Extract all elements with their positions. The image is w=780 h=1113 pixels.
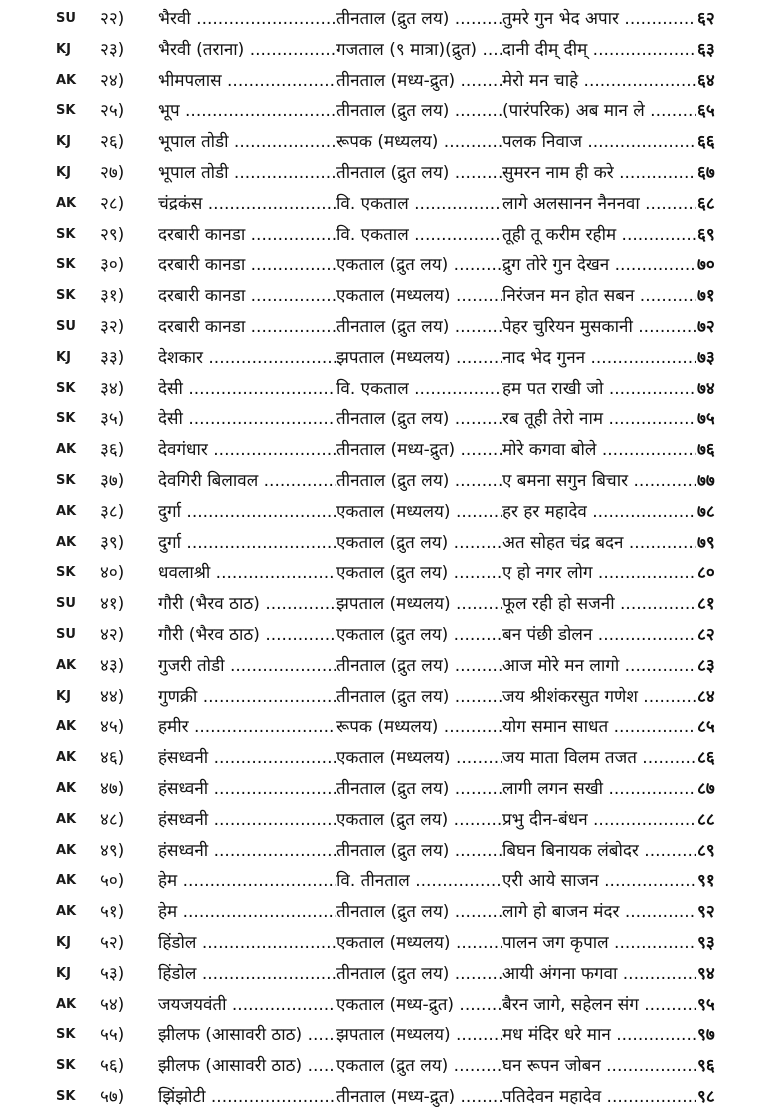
contributor-code: SK [56,380,76,396]
contributor-code: AK [56,780,77,796]
entry-number: ४४) [100,686,125,707]
toc-row [0,497,780,528]
contributor-code: KJ [56,934,71,950]
toc-row [0,312,780,343]
raag-name: भैरवी (तराना) ..... [158,35,336,66]
toc-row [0,990,780,1021]
bandish-title: मोरे कगवा बोले ..... [502,435,696,466]
entry-number: ५६) [100,1056,125,1077]
contributor-code: AK [56,842,77,858]
bandish-title: द्रुग तोरे गुन देखन ..... [502,250,696,281]
bandish-title: तूही तू करीम रहीम ..... [502,220,696,251]
entry-number: ३९) [100,532,125,553]
raag-name: गौरी (भैरव ठाठ) ..... [158,589,336,620]
entry-number: ४८) [100,809,125,830]
entry-number: ४६) [100,748,125,769]
entry-number: ३१) [100,286,125,307]
entry-number: ५३) [100,963,125,984]
toc-row [0,466,780,497]
contributor-code: SU [56,626,76,642]
raag-name: दरबारी कानडा ..... [158,281,336,312]
page-number: ७८ [697,501,715,522]
entry-number: ५४) [100,994,125,1015]
entry-number: ३२) [100,316,125,337]
page-number: ६९ [697,224,715,245]
page-number: ६३ [697,39,715,60]
toc-row [0,35,780,66]
toc-row [0,158,780,189]
toc-row [0,189,780,220]
toc-row [0,866,780,897]
bandish-title: नाद भेद गुनन ..... [502,343,696,374]
entry-number: ४२) [100,624,125,645]
page-number: ८८ [697,809,715,830]
contributor-code: AK [56,72,77,88]
taal-name: झपताल (मध्यलय) ..... [336,589,502,620]
page-number: ७१ [697,286,715,307]
taal-name: एकताल (मध्यलय) ..... [336,497,502,528]
toc-row [0,928,780,959]
page-number: ७६ [697,440,715,461]
toc-row [0,897,780,928]
bandish-title: बिघन बिनायक लंबोदर ..... [502,836,696,867]
toc-row [0,250,780,281]
entry-number: ५७) [100,1086,125,1107]
taal-name: एकताल (द्रुत लय) ..... [336,805,502,836]
contributor-code: AK [56,996,77,1012]
toc-row [0,66,780,97]
raag-name: गुणक्री ..... [158,682,336,713]
page-number: ८१ [697,594,715,615]
taal-name: वि. तीनताल ..... [336,866,502,897]
page-number: ८६ [697,748,715,769]
taal-name: गजताल (९ मात्रा)(द्रुत) ..... [336,35,502,66]
contributor-code: SU [56,11,76,26]
contributor-code: SK [56,257,76,273]
page-number: ९८ [697,1086,715,1107]
page-number: ७४ [697,378,715,399]
toc-row [0,4,780,35]
entry-number: ३०) [100,255,125,276]
contributor-code: SK [56,411,76,427]
taal-name: एकताल (द्रुत लय) ..... [336,1051,502,1082]
contributor-code: AK [56,750,77,766]
bandish-title: बन पंछी डोलन ..... [502,620,696,651]
bandish-title: पलक निवाज ..... [502,127,696,158]
raag-name: हमीर ..... [158,712,336,743]
contributor-code: AK [56,811,77,827]
bandish-title: रब तूही तेरो नाम ..... [502,404,696,435]
bandish-title: (पारंपरिक) अब मान ले ..... [502,96,696,127]
contributor-code: AK [56,904,77,920]
page-number: ९३ [697,932,715,953]
raag-name: हंसध्वनी ..... [158,805,336,836]
toc-row [0,651,780,682]
taal-name: तीनताल (द्रुत लय) ..... [336,651,502,682]
taal-name: एकताल (मध्य-द्रुत) ..... [336,990,502,1021]
entry-number: २३) [100,39,125,60]
toc-row [0,589,780,620]
raag-name: झीलफ (आसावरी ठाठ) ..... [158,1020,336,1051]
raag-name: भूपाल तोडी ..... [158,158,336,189]
bandish-title: ए बमना सगुन बिचार ..... [502,466,696,497]
entry-number: २४) [100,70,125,91]
raag-name: हेम ..... [158,866,336,897]
taal-name: तीनताल (द्रुत लय) ..... [336,312,502,343]
bandish-title: योग समान साधत ..... [502,712,696,743]
table-of-contents [0,4,780,1113]
page-number: ७३ [697,347,715,368]
raag-name: हेम ..... [158,897,336,928]
contributor-code: SK [56,103,76,119]
bandish-title: लागे अलसानन नैननवा ..... [502,189,696,220]
contributor-code: KJ [56,164,71,180]
toc-row [0,805,780,836]
raag-name: देवगंधार ..... [158,435,336,466]
raag-name: दरबारी कानडा ..... [158,250,336,281]
bandish-title: सुमरन नाम ही करे ..... [502,158,696,189]
contributor-code: SK [56,565,76,581]
entry-number: २५) [100,101,125,122]
page-number: ९७ [697,1025,715,1046]
taal-name: रूपक (मध्यलय) ..... [336,712,502,743]
toc-row [0,712,780,743]
entry-number: ५०) [100,871,125,892]
contributor-code: SK [56,288,76,304]
toc-row [0,743,780,774]
entry-number: २७) [100,162,125,183]
taal-name: वि. एकताल ..... [336,189,502,220]
bandish-title: बैरन जागे, सहेलन संग ..... [502,990,696,1021]
raag-name: गुजरी तोडी ..... [158,651,336,682]
bandish-title: जय माता विलम तजत ..... [502,743,696,774]
page-number: ८४ [697,686,715,707]
entry-number: ४०) [100,563,125,584]
taal-name: रूपक (मध्यलय) ..... [336,127,502,158]
toc-row [0,774,780,805]
page-number: ८० [697,563,715,584]
contributor-code: SU [56,596,76,612]
taal-name: एकताल (द्रुत लय) ..... [336,250,502,281]
toc-row [0,404,780,435]
page-number: ९४ [697,963,715,984]
page-number: ६४ [697,70,715,91]
taal-name: तीनताल (द्रुत लय) ..... [336,404,502,435]
bandish-title: निरंजन मन होत सबन ..... [502,281,696,312]
contributor-code: KJ [56,965,71,981]
taal-name: एकताल (मध्यलय) ..... [336,281,502,312]
toc-row [0,1051,780,1082]
page-number: ७० [697,255,715,276]
page-number: ६२ [697,9,715,29]
taal-name: तीनताल (मध्य-द्रुत) ..... [336,1082,502,1113]
entry-number: ५२) [100,932,125,953]
contributor-code: SU [56,318,76,334]
raag-name: हिंडोल ..... [158,959,336,990]
bandish-title: जय श्रीशंकरसुत गणेश ..... [502,682,696,713]
contributor-code: AK [56,503,77,519]
taal-name: एकताल (मध्यलय) ..... [336,928,502,959]
entry-number: २२) [100,9,125,29]
raag-name: भूप ..... [158,96,336,127]
raag-name: झिंझोटी ..... [158,1082,336,1113]
bandish-title: लागे हो बाजन मंदर ..... [502,897,696,928]
page-number: ६५ [697,101,715,122]
bandish-title: घन रूपन जोबन ..... [502,1051,696,1082]
bandish-title: लागी लगन सखी ..... [502,774,696,805]
taal-name: तीनताल (द्रुत लय) ..... [336,96,502,127]
contributor-code: SK [56,472,76,488]
entry-number: २८) [100,193,125,214]
contributor-code: AK [56,442,77,458]
entry-number: ५१) [100,902,125,923]
raag-name: भूपाल तोडी ..... [158,127,336,158]
raag-name: देसी ..... [158,404,336,435]
entry-number: ३७) [100,470,125,491]
toc-row [0,1020,780,1051]
toc-row [0,836,780,867]
toc-row [0,96,780,127]
entry-number: ४५) [100,717,125,738]
bandish-title: मेरो मन चाहे ..... [502,66,696,97]
taal-name: तीनताल (द्रुत लय) ..... [336,959,502,990]
contributor-code: SK [56,1088,76,1104]
raag-name: दुर्गा ..... [158,528,336,559]
bandish-title: दानी दीम् दीम् ..... [502,35,696,66]
raag-name: दरबारी कानडा ..... [158,312,336,343]
taal-name: झपताल (मध्यलय) ..... [336,1020,502,1051]
raag-name: देशकार ..... [158,343,336,374]
raag-name: धवलाश्री ..... [158,558,336,589]
taal-name: एकताल (द्रुत लय) ..... [336,558,502,589]
bandish-title: पतिदेवन महादेव ..... [502,1082,696,1113]
taal-name: तीनताल (द्रुत लय) ..... [336,158,502,189]
contributor-code: AK [56,657,77,673]
page-number: ८७ [697,778,715,799]
page-number: ९५ [697,994,715,1015]
bandish-title: फूल रही हो सजनी ..... [502,589,696,620]
raag-name: देसी ..... [158,374,336,405]
page-number: ६६ [697,132,715,153]
entry-number: ४७) [100,778,125,799]
toc-row [0,127,780,158]
page-number: ८५ [697,717,715,738]
contributor-code: KJ [56,349,71,365]
taal-name: तीनताल (मध्य-द्रुत) ..... [336,435,502,466]
entry-number: २६) [100,132,125,153]
taal-name: तीनताल (द्रुत लय) ..... [336,466,502,497]
page-number: ८३ [697,655,715,676]
raag-name: हंसध्वनी ..... [158,743,336,774]
entry-number: ३५) [100,409,125,430]
entry-number: ४३) [100,655,125,676]
bandish-title: आयी अंगना फगवा ..... [502,959,696,990]
page-number: ९६ [697,1056,715,1077]
bandish-title: हम पत राखी जो ..... [502,374,696,405]
page-number: ६८ [697,193,715,214]
toc-row [0,220,780,251]
toc-row [0,435,780,466]
raag-name: भीमपलास ..... [158,66,336,97]
contributor-code: AK [56,873,77,889]
bandish-title: आज मोरे मन लागो ..... [502,651,696,682]
contributor-code: AK [56,195,77,211]
raag-name: हिंडोल ..... [158,928,336,959]
taal-name: झपताल (मध्यलय) ..... [336,343,502,374]
taal-name: एकताल (द्रुत लय) ..... [336,528,502,559]
toc-row [0,374,780,405]
contributor-code: KJ [56,134,71,150]
toc-row [0,959,780,990]
toc-row [0,620,780,651]
bandish-title: ए हो नगर लोग ..... [502,558,696,589]
page-number: ९२ [697,902,715,923]
page-number: ८२ [697,624,715,645]
bandish-title: पालन जग कृपाल ..... [502,928,696,959]
page-number: ७२ [697,316,715,337]
contributor-code: KJ [56,41,71,57]
contributor-code: AK [56,534,77,550]
toc-row [0,1082,780,1113]
raag-name: गौरी (भैरव ठाठ) ..... [158,620,336,651]
toc-row [0,343,780,374]
toc-row [0,528,780,559]
entry-number: ५५) [100,1025,125,1046]
contributor-code: KJ [56,688,71,704]
taal-name: तीनताल (द्रुत लय) ..... [336,4,502,35]
entry-number: ४१) [100,594,125,615]
raag-name: दरबारी कानडा ..... [158,220,336,251]
entry-number: ४९) [100,840,125,861]
taal-name: एकताल (द्रुत लय) ..... [336,620,502,651]
contributor-code: AK [56,719,77,735]
contributor-code: SK [56,1058,76,1074]
contributor-code: SK [56,226,76,242]
raag-name: जयजयवंती ..... [158,990,336,1021]
page-number: ७५ [697,409,715,430]
entry-number: ३६) [100,440,125,461]
bandish-title: एरी आये साजन ..... [502,866,696,897]
entry-number: ३३) [100,347,125,368]
raag-name: भैरवी ..... [158,4,336,35]
page-number: ९१ [697,871,715,892]
bandish-title: तुमरे गुन भेद अपार ..... [502,4,696,35]
taal-name: तीनताल (द्रुत लय) ..... [336,836,502,867]
taal-name: एकताल (मध्यलय) ..... [336,743,502,774]
taal-name: तीनताल (मध्य-द्रुत) ..... [336,66,502,97]
toc-row [0,281,780,312]
bandish-title: अत सोहत चंद्र बदन ..... [502,528,696,559]
page-number: ६७ [697,162,715,183]
raag-name: देवगिरी बिलावल ..... [158,466,336,497]
bandish-title: पेहर चुरियन मुसकानी ..... [502,312,696,343]
toc-row [0,558,780,589]
entry-number: ३४) [100,378,125,399]
page-number: ८९ [697,840,715,861]
taal-name: तीनताल (द्रुत लय) ..... [336,682,502,713]
page-number: ७७ [697,470,715,491]
raag-name: चंद्रकंस ..... [158,189,336,220]
raag-name: झीलफ (आसावरी ठाठ) ..... [158,1051,336,1082]
raag-name: दुर्गा ..... [158,497,336,528]
page-number: ७९ [697,532,715,553]
entry-number: २९) [100,224,125,245]
raag-name: हंसध्वनी ..... [158,836,336,867]
raag-name: हंसध्वनी ..... [158,774,336,805]
taal-name: तीनताल (द्रुत लय) ..... [336,897,502,928]
contributor-code: SK [56,1027,76,1043]
bandish-title: मध मंदिर धरे मान ..... [502,1020,696,1051]
bandish-title: हर हर महादेव ..... [502,497,696,528]
bandish-title: प्रभु दीन-बंधन ..... [502,805,696,836]
taal-name: वि. एकताल ..... [336,374,502,405]
taal-name: तीनताल (द्रुत लय) ..... [336,774,502,805]
taal-name: वि. एकताल ..... [336,220,502,251]
entry-number: ३८) [100,501,125,522]
toc-row [0,682,780,713]
